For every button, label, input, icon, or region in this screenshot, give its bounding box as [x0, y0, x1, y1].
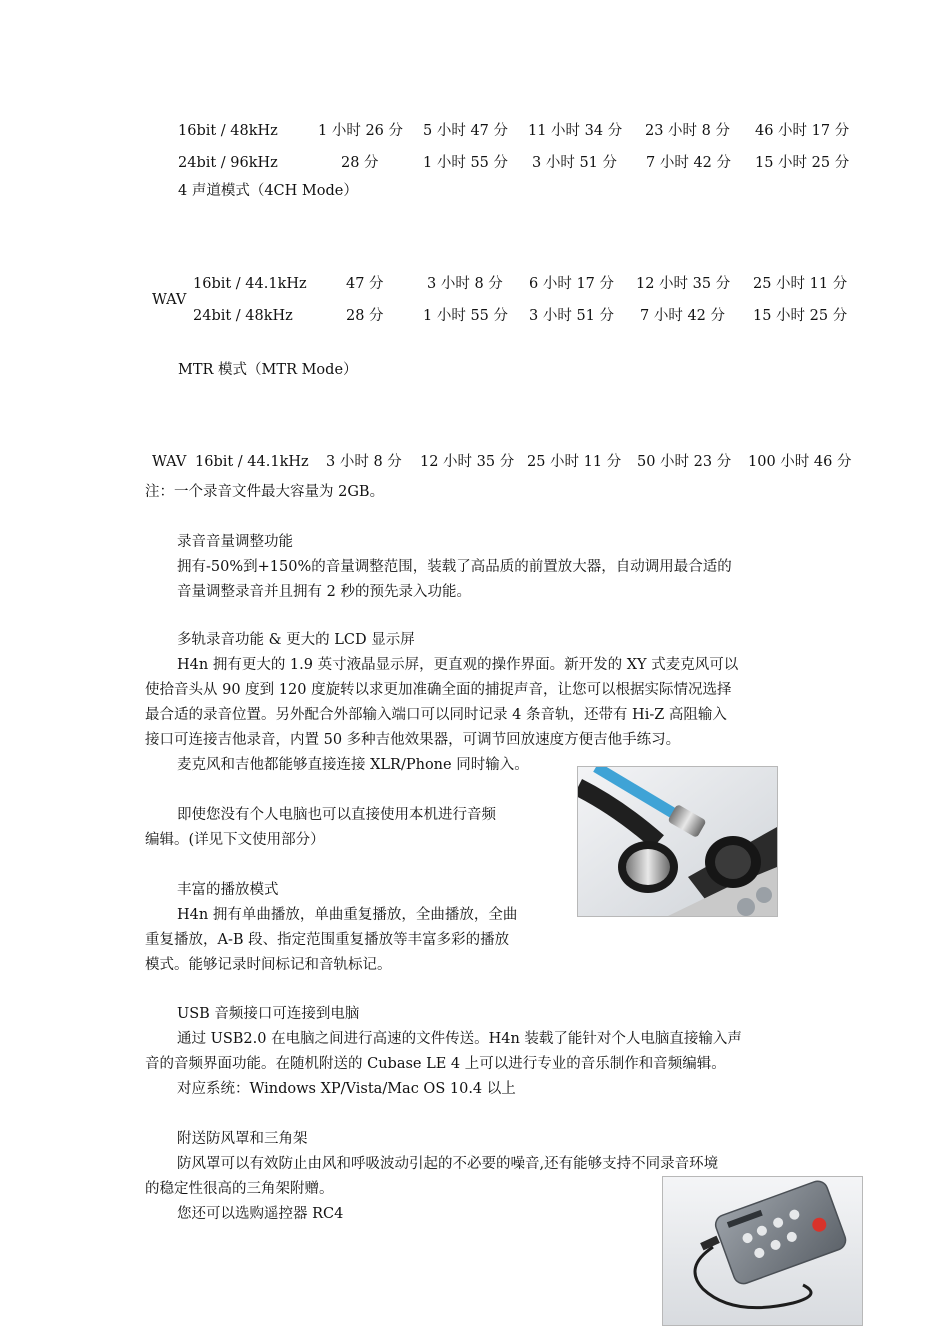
- paragraph-line: 编辑。(详见下文使用部分）: [145, 832, 325, 848]
- paragraph-line: H4n 拥有单曲播放，单曲重复播放，全曲播放，全曲: [177, 907, 518, 923]
- xlr-connector-photo: [577, 766, 778, 917]
- duration-cell: 3 小时 8 分: [326, 454, 402, 470]
- duration-cell: 3 小时 8 分: [427, 276, 503, 292]
- duration-cell: 3 小时 51 分: [532, 155, 618, 171]
- file-size-note: 注：一个录音文件最大容量为 2GB。: [145, 484, 385, 500]
- file-type-label: WAV: [152, 454, 187, 470]
- duration-cell: 12 小时 35 分: [420, 454, 515, 470]
- paragraph-line: 最合适的录音位置。另外配合外部输入端口可以同时记录 4 条音轨，还带有 Hi-Z 高阻输入: [145, 707, 727, 723]
- format-cell: 16bit / 44.1kHz: [193, 276, 307, 292]
- duration-cell: 1 小时 55 分: [423, 155, 509, 171]
- duration-cell: 12 小时 35 分: [636, 276, 731, 292]
- paragraph-line: 即使您没有个人电脑也可以直接使用本机进行音频: [177, 807, 496, 823]
- duration-cell: 25 小时 11 分: [753, 276, 848, 292]
- paragraph-line: 音量调整录音并且拥有 2 秒的预先录入功能。: [177, 584, 471, 600]
- format-cell: 16bit / 44.1kHz: [195, 454, 309, 470]
- section-heading: 丰富的播放模式: [177, 882, 279, 898]
- duration-cell: 47 分: [346, 276, 384, 292]
- format-cell: 24bit / 96kHz: [178, 155, 278, 171]
- duration-cell: 11 小时 34 分: [528, 123, 623, 139]
- paragraph-line: 拥有-50%到+150%的音量调整范围，装载了高品质的前置放大器，自动调用最合适的: [177, 559, 732, 575]
- file-type-label: WAV: [152, 292, 187, 308]
- duration-cell: 50 小时 23 分: [637, 454, 732, 470]
- section-heading: 多轨录音功能 & 更大的 LCD 显示屏: [177, 632, 415, 648]
- duration-cell: 3 小时 51 分: [529, 308, 615, 324]
- paragraph-line: 麦克风和吉他都能够直接连接 XLR/Phone 同时输入。: [177, 757, 529, 773]
- duration-cell: 6 小时 17 分: [529, 276, 615, 292]
- paragraph-line: 模式。能够记录时间标记和音轨标记。: [145, 957, 392, 973]
- mode-title-mtr: MTR 模式（MTR Mode）: [178, 362, 358, 378]
- duration-cell: 100 小时 46 分: [748, 454, 852, 470]
- duration-cell: 46 小时 17 分: [755, 123, 850, 139]
- remote-control-photo: [662, 1176, 863, 1326]
- volume-section: [145, 530, 825, 605]
- format-cell: 16bit / 48kHz: [178, 123, 278, 139]
- section-heading: 录音音量调整功能: [177, 534, 293, 550]
- playback-section: [145, 878, 565, 978]
- section-heading: 附送防风罩和三角架: [177, 1131, 308, 1147]
- format-cell: 24bit / 48kHz: [193, 308, 293, 324]
- paragraph-line: 使拾音头从 90 度到 120 度旋转以求更加准确全面的捕捉声音，让您可以根据实际情况选择: [145, 682, 732, 698]
- paragraph-line: 重复播放，A-B 段、指定范围重复播放等丰富多彩的播放: [145, 932, 510, 948]
- duration-cell: 28 分: [346, 308, 384, 324]
- duration-cell: 7 小时 42 分: [640, 308, 726, 324]
- paragraph-line: H4n 拥有更大的 1.9 英寸液晶显示屏，更直观的操作界面。新开发的 XY 式麦克风可以: [177, 657, 739, 673]
- supported-systems: 对应系统：Windows XP/Vista/Mac OS 10.4 以上: [177, 1081, 516, 1097]
- remote-note: 您还可以选购遥控器 RC4: [177, 1206, 344, 1222]
- duration-cell: 28 分: [341, 155, 379, 171]
- duration-cell: 1 小时 26 分: [318, 123, 404, 139]
- paragraph-line: 接口可连接吉他录音，内置 50 多种吉他效果器，可调节回放速度方便吉他手练习。: [145, 732, 681, 748]
- section-heading: USB 音频接口可连接到电脑: [177, 1006, 360, 1022]
- paragraph-line: 音的音频界面功能。在随机附送的 Cubase LE 4 上可以进行专业的音乐制作和音频编辑。: [145, 1056, 726, 1072]
- paragraph-line: 防风罩可以有效防止由风和呼吸波动引起的不必要的噪音,还有能够支持不同录音环境: [177, 1156, 719, 1172]
- mode-title-4ch: 4 声道模式（4CH Mode）: [178, 183, 358, 199]
- usb-section: [145, 1002, 825, 1102]
- paragraph-line: 通过 USB2.0 在电脑之间进行高速的文件传送。H4n 装载了能针对个人电脑直接输入声: [177, 1031, 742, 1047]
- duration-cell: 23 小时 8 分: [645, 123, 731, 139]
- duration-cell: 1 小时 55 分: [423, 308, 509, 324]
- duration-cell: 25 小时 11 分: [527, 454, 622, 470]
- paragraph-line: 的稳定性很高的三角架附赠。: [145, 1181, 334, 1197]
- duration-cell: 15 小时 25 分: [753, 308, 848, 324]
- duration-cell: 5 小时 47 分: [423, 123, 509, 139]
- duration-cell: 7 小时 42 分: [646, 155, 732, 171]
- duration-cell: 15 小时 25 分: [755, 155, 850, 171]
